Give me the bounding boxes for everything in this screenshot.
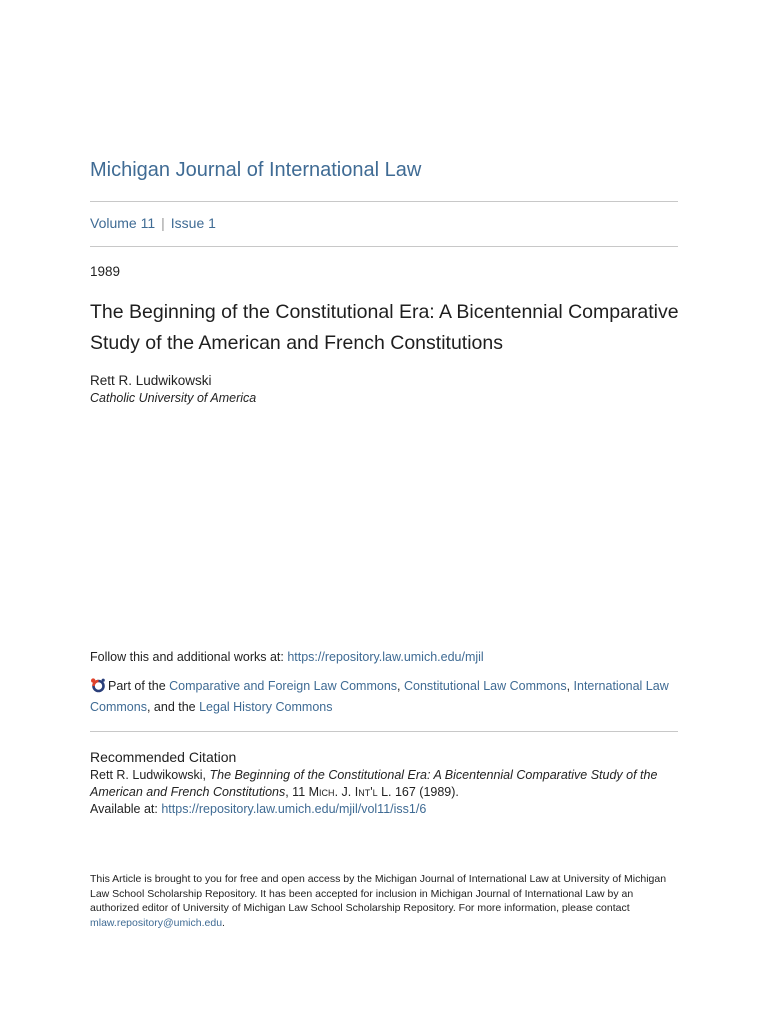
part-of-prefix: Part of the (108, 679, 170, 693)
network-commons-icon (90, 677, 106, 693)
commons-link-legal-history[interactable]: Legal History Commons (199, 700, 333, 714)
divider-middle (90, 246, 678, 247)
recommended-citation-heading: Recommended Citation (90, 749, 237, 765)
part-of-line (90, 676, 690, 718)
journal-title-link[interactable]: Michigan Journal of International Law (90, 159, 422, 181)
commons-link-comparative[interactable]: Comparative and Foreign Law Commons (169, 679, 398, 693)
commons-conjunction: , and the (146, 700, 200, 714)
footer-end: . (222, 916, 225, 929)
commons-separator: , (397, 679, 404, 693)
available-prefix: Available at: (90, 802, 162, 816)
commons-link-constitutional[interactable]: Constitutional Law Commons (404, 679, 567, 693)
author-name: Rett R. Ludwikowski (90, 373, 212, 388)
volume-issue-line (90, 214, 216, 232)
divider-citation (90, 731, 678, 732)
article-url-link[interactable]: https://repository.law.umich.edu/mjil/vol11/iss1/6 (161, 802, 427, 816)
commons-separator: , (566, 679, 574, 693)
follow-prefix: Follow this and additional works at: (90, 650, 288, 664)
separator: | (161, 215, 165, 231)
divider-top (90, 201, 678, 202)
citation-author: Rett R. Ludwikowski, (90, 768, 210, 782)
author-affiliation: Catholic University of America (90, 391, 257, 405)
citation-source-prefix: , 11 (285, 785, 309, 799)
commons-link-international[interactable]: International Law Commons (90, 679, 669, 714)
follow-line (90, 649, 484, 665)
citation-source-suffix: L. 167 (1989). (377, 785, 459, 799)
article-title: The Beginning of the Constitutional Era: A Bicentennial Comparative Study of the American and French Constitutions (90, 301, 679, 354)
citation-text (90, 767, 680, 818)
issue-link[interactable]: Issue 1 (170, 215, 216, 231)
citation-source-mid: . J. (334, 785, 355, 799)
footer-text: This Article is brought to you for free and open access by the Michigan Journal of International Law at University of Michigan Law School Scholarship Repository. It has been accepted for inclusion in Michigan Journal of International Law by an authorized editor of University of Michigan Law School Scholarship Repository. For more information, please contact (90, 873, 667, 914)
volume-link[interactable]: Volume 11 (90, 215, 156, 231)
citation-title: The Beginning of the Constitutional Era: A Bicentennial Comparative Study of the American and French Constitutions (90, 768, 658, 799)
publication-year: 1989 (90, 264, 121, 279)
footer-notice (90, 872, 680, 930)
citation-source-intl: Int'l (354, 785, 378, 799)
repository-link[interactable]: https://repository.law.umich.edu/mjil (287, 650, 484, 664)
citation-source-mich: Mich (308, 785, 335, 799)
contact-email-link[interactable]: mlaw.repository@umich.edu (90, 916, 223, 929)
